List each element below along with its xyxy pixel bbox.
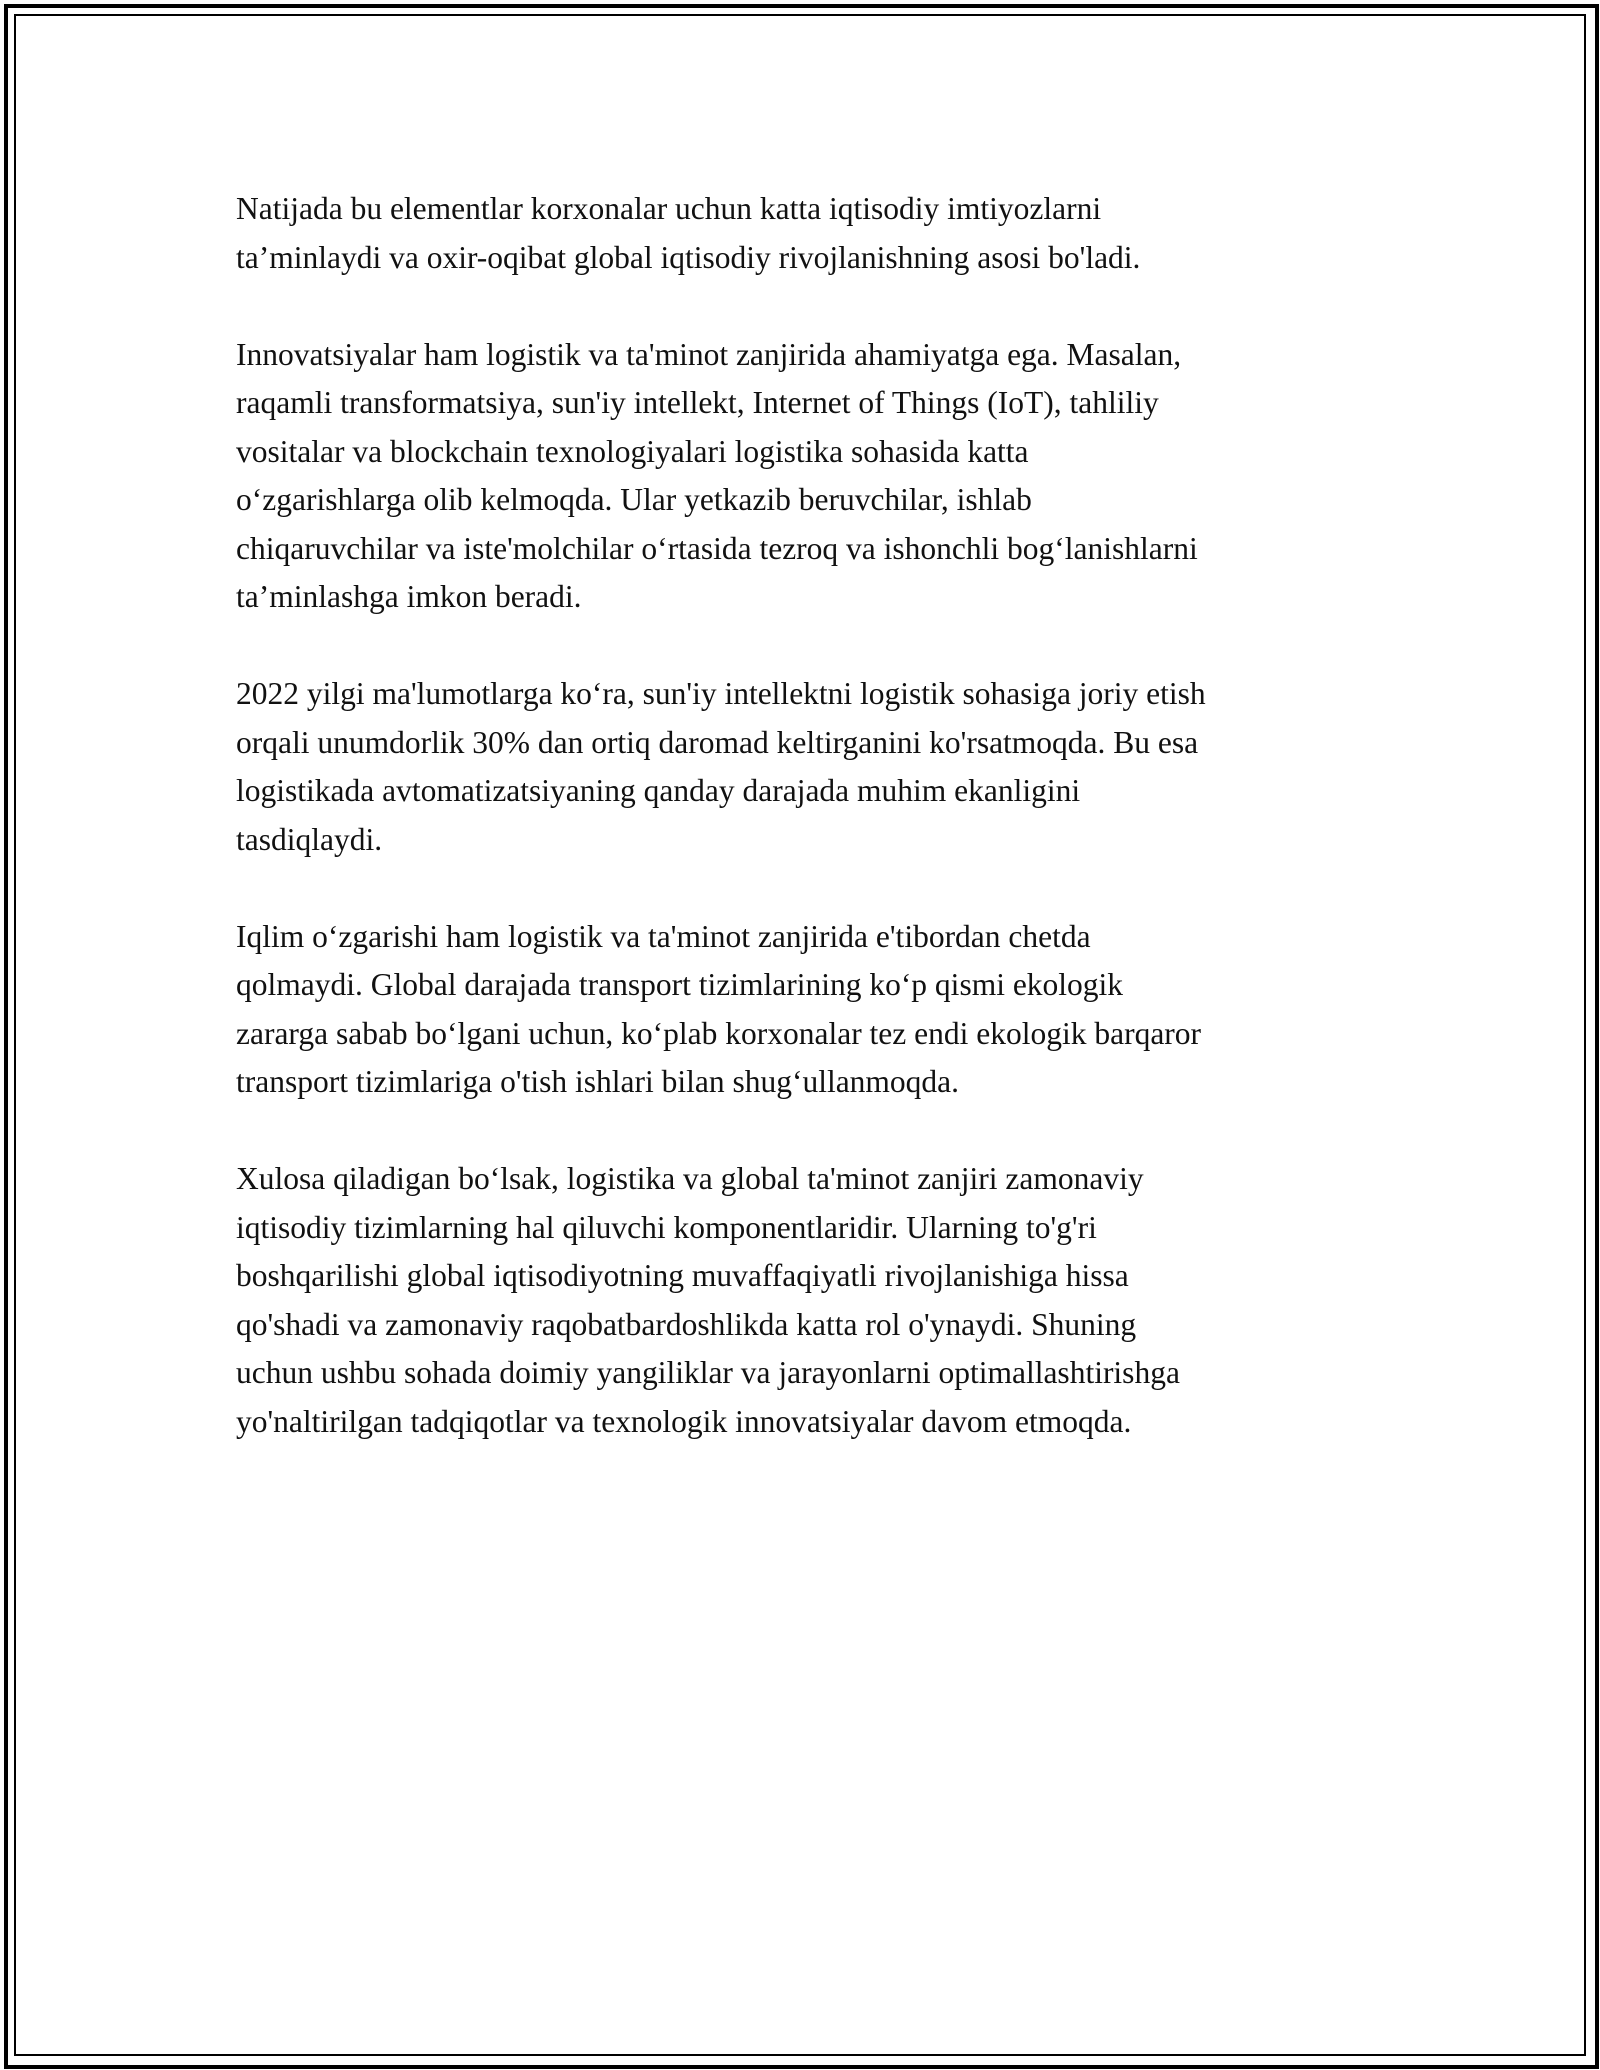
text-line: qolmaydi. Global darajada transport tizimlarining ko‘p qismi ekologik — [236, 967, 1124, 1002]
text-line: qo'shadi va zamonaviy raqobatbardoshlikda katta rol o'ynaydi. Shuning — [236, 1306, 1137, 1342]
paragraph-1 — [236, 185, 1366, 282]
text-line: raqamli transformatsiya, sun'iy intellekt, Internet of Things (IoT), tahliliy — [236, 385, 1159, 420]
text-line: Xulosa qiladigan bo‘lsak, logistika va global ta'minot zanjiri zamonaviy — [236, 1161, 1144, 1196]
text-line: transport tizimlariga o'tish ishlari bilan shug‘ullanmoqda. — [236, 1064, 960, 1099]
text-line: orqali unumdorlik 30% dan ortiq daromad keltirganini ko'rsatmoqda. Bu esa — [236, 724, 1199, 760]
document-body — [236, 185, 1366, 1495]
paragraph-5 — [236, 1155, 1366, 1446]
paragraph-3 — [236, 670, 1366, 864]
text-line: iqtisodiy tizimlarning hal qiluvchi komponentlaridir. Ularning to'g'ri — [236, 1209, 1097, 1245]
text-line: o‘zgarishlarga olib kelmoqda. Ular yetkazib beruvchilar, ishlab — [236, 482, 1032, 517]
text-line: Innovatsiyalar ham logistik va ta'minot zanjirida ahamiyatga ega. Masalan, — [236, 336, 1182, 372]
text-line: Natijada bu elementlar korxonalar uchun katta iqtisodiy imtiyozlarni — [236, 191, 1102, 226]
text-line: zararga sabab bo‘lgani uchun, ko‘plab korxonalar tez endi ekologik barqaror — [236, 1015, 1202, 1051]
text-line: 2022 yilgi ma'lumotlarga ko‘ra, sun'iy intellektni logistik sohasiga joriy etish — [236, 676, 1206, 711]
text-line: vositalar va blockchain texnologiyalari logistika sohasida katta — [236, 433, 1029, 469]
text-line: yo'naltirilgan tadqiqotlar va texnologik innovatsiyalar davom etmoqda. — [236, 1403, 1132, 1439]
text-line: Iqlim o‘zgarishi ham logistik va ta'minot zanjirida e'tibordan chetda — [236, 918, 1091, 954]
text-line: tasdiqlaydi. — [236, 821, 383, 857]
text-line: boshqarilishi global iqtisodiyotning muvaffaqiyatli rivojlanishiga hissa — [236, 1258, 1129, 1293]
text-line: logistikada avtomatizatsiyaning qanday darajada muhim ekanligini — [236, 773, 1081, 808]
paragraph-4 — [236, 913, 1366, 1107]
text-line: uchun ushbu sohada doimiy yangiliklar va jarayonlarni optimallashtirishga — [236, 1355, 1180, 1390]
text-line: ta’minlashga imkon beradi. — [236, 579, 582, 614]
paragraph-2 — [236, 331, 1366, 622]
text-line: ta’minlaydi va oxir-oqibat global iqtisodiy rivojlanishning asosi bo'ladi. — [236, 239, 1141, 275]
text-line: chiqaruvchilar va iste'molchilar o‘rtasida tezroq va ishonchli bog‘lanishlarni — [236, 530, 1198, 566]
